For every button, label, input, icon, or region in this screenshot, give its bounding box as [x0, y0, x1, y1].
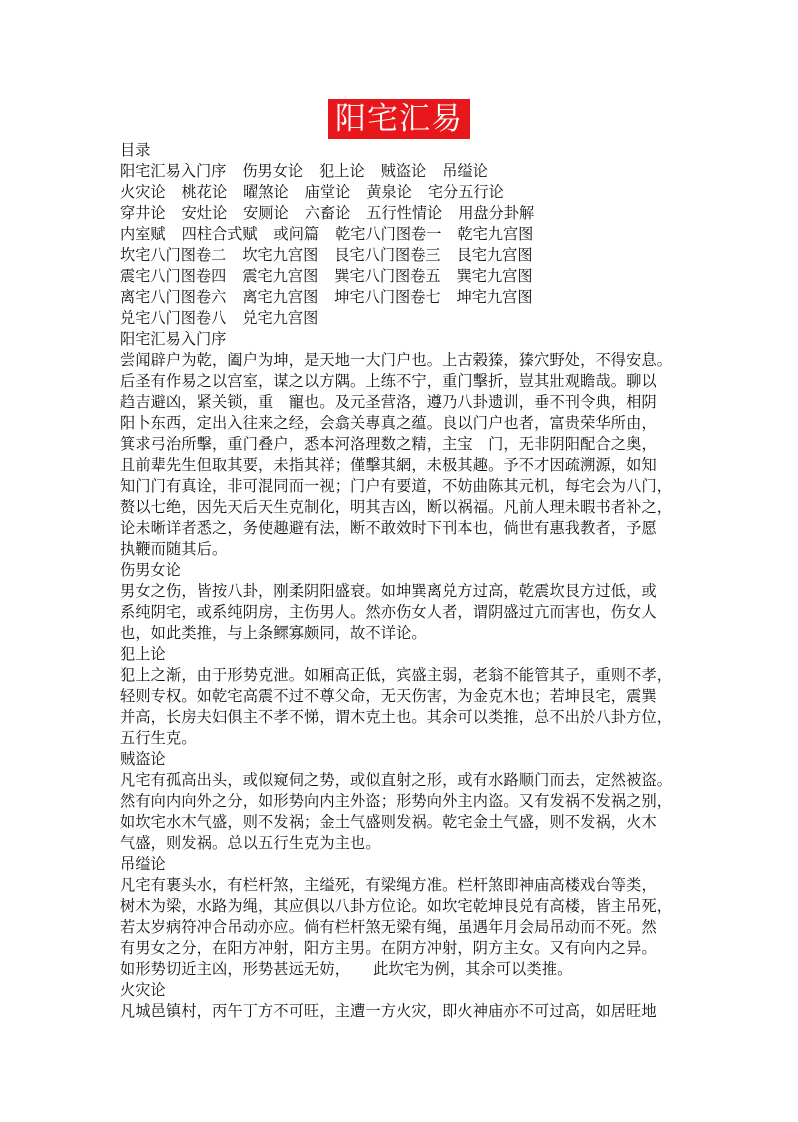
toc-item: 安灶论	[181, 204, 228, 222]
toc-row	[120, 287, 678, 308]
text-line: 轻则专权。如乾宅高震不过不尊父命，无天伤害，为金克木也；若坤艮宅，震巽	[120, 687, 657, 705]
toc-item: 穿井论	[120, 204, 166, 222]
section-paragraph	[120, 350, 678, 560]
text-line: 有男女之分，在阳方冲射，阳方主男。在阴方冲射，阴方主女。又有向内之异。	[120, 939, 657, 957]
text-line: 凡城邑镇村，丙午丁方不可旺，主遭一方火灾，即火神庙亦不可过高，如居旺地	[120, 1002, 657, 1020]
toc-item: 五行性情论	[366, 204, 443, 222]
text-line: 且前辈先生但取其要，未指其祥；僅擊其網，未极其趣。予不才因疏溯源，如知	[120, 456, 657, 474]
toc-row	[120, 161, 678, 182]
text-line: 凡宅有裹头水，有栏杆煞，主缢死，有梁绳方准。栏杆煞即神庙高楼戏台等类，	[120, 876, 657, 894]
toc-item: 用盘分卦解	[458, 204, 535, 222]
document-title: 阳宅汇易	[328, 99, 470, 139]
toc-item: 桃花论	[181, 183, 228, 201]
text-line: 如坎宅水木气盛，则不发祸；金土气盛则发祸。乾宅金土气盛，则不发祸，火木	[120, 813, 657, 831]
text-line: 系纯阴宅，或系纯阴房，主伤男人。然亦伤女人者，谓阴盛过亢而害也，伤女人	[120, 603, 657, 621]
section-heading: 贼盗论	[120, 750, 166, 768]
text-line: 男女之伤，皆按八卦，刚柔阴阳盛衰。如坤巽离兑方过高，乾震坎艮方过低，或	[120, 582, 657, 600]
toc-item: 宅分五行论	[427, 183, 504, 201]
toc-item: 离宅八门图卷六	[120, 288, 227, 306]
toc-item: 震宅九宫图	[242, 267, 319, 285]
toc-item: 或问篇	[273, 225, 320, 243]
toc-item: 巽宅九宫图	[456, 267, 533, 285]
section-paragraph	[120, 1001, 678, 1022]
toc-row	[120, 308, 678, 329]
toc-item: 吊缢论	[442, 162, 488, 180]
toc-item: 巽宅八门图卷五	[334, 267, 441, 285]
toc-item: 伤男女论	[242, 162, 304, 180]
table-of-contents	[120, 161, 678, 329]
toc-row	[120, 182, 678, 203]
toc-item: 坎宅八门图卷二	[120, 246, 227, 264]
text-line: 树木为梁，水路为绳，其应俱以八卦方位论。如坎宅乾坤艮兑有高楼，皆主吊死，	[120, 897, 673, 915]
text-line: 赘以七绝，因先天后天生克制化，明其吉凶，断以祸福。凡前人理未暇书者补之，	[120, 498, 673, 516]
toc-item: 安厕论	[243, 204, 289, 222]
toc-item: 六畜论	[304, 204, 351, 222]
toc-item: 黄泉论	[366, 183, 412, 201]
document-body	[120, 140, 678, 1022]
toc-row	[120, 224, 678, 245]
section-heading: 火灾论	[120, 981, 166, 999]
section-paragraph	[120, 665, 678, 749]
toc-item: 四柱合式赋	[181, 225, 258, 243]
text-line: 论未晰详者悉之，务使趣避有法，断不敢效时下刊本也，倘世有惠我教者，予愿	[120, 519, 657, 537]
section-heading: 阳宅汇易入门序	[120, 330, 227, 348]
text-line: 凡宅有孤高出头，或似窥伺之势，或似直射之形，或有水路顺门而去，定然被盗。	[120, 771, 673, 789]
text-line: 后圣有作易之以宫室，谋之以方隅。上练不宁，重门擊折，豈其壯观瞻哉。聊以	[120, 372, 657, 390]
toc-row	[120, 245, 678, 266]
text-line: 箕求弓治所擊，重门叠户，悉本河洛理数之精，主宝 门，无非阴阳配合之奥，	[120, 435, 657, 453]
toc-row	[120, 203, 678, 224]
toc-item: 贼盗论	[380, 162, 427, 180]
toc-item: 坤宅八门图卷七	[334, 288, 441, 306]
toc-item: 阳宅汇易入门序	[120, 162, 227, 180]
text-line: 尝闻辟户为乾，阖户为坤，是天地一大门户也。上古榖獉，獉穴野处，不得安息。	[120, 351, 673, 369]
toc-heading: 目录	[120, 141, 151, 159]
text-line: 犯上之渐，由于形势克泄。如厢高正低，宾盛主弱，老翁不能管其子，重则不孝，	[120, 666, 673, 684]
text-line: 然有向内向外之分，如形势向内主外盗；形势向外主内盗。又有发祸不发祸之别，	[120, 792, 673, 810]
toc-item: 离宅九宫图	[242, 288, 319, 306]
text-line: 若太岁病符冲合吊动亦应。倘有栏杆煞无梁有绳，虽遇年月会局吊动而不死。然	[120, 918, 657, 936]
toc-item: 曜煞论	[243, 183, 289, 201]
text-line: 五行生克。	[120, 729, 197, 747]
toc-item: 内室赋	[120, 225, 166, 243]
section-heading: 伤男女论	[120, 561, 181, 579]
title-block	[0, 99, 798, 139]
toc-item: 坎宅九宫图	[242, 246, 319, 264]
section-heading: 吊缢论	[120, 855, 166, 873]
section-paragraph	[120, 770, 678, 854]
section-paragraph	[120, 581, 678, 644]
text-line: 也，如此类推，与上条鳏寡颇同，故不详论。	[120, 624, 427, 642]
toc-item: 乾宅八门图卷一	[335, 225, 442, 243]
sections	[120, 329, 678, 1022]
toc-item: 庙堂论	[304, 183, 351, 201]
text-line: 如形势切近主凶，形势甚远无妨， 此坎宅为例，其余可以类推。	[120, 960, 573, 978]
section-paragraph	[120, 875, 678, 980]
text-line: 并高，长房夫妇俱主不孝不悌，谓木克土也。其余可以类推，总不出於八卦方位，	[120, 708, 673, 726]
toc-item: 兑宅八门图卷八	[120, 309, 227, 327]
toc-item: 艮宅八门图卷三	[334, 246, 441, 264]
toc-item: 艮宅九宫图	[456, 246, 533, 264]
toc-item: 犯上论	[319, 162, 365, 180]
text-line: 知门门有真诠，非可混同而一视；门户有要道，不妨曲陈其元机，每宅会为八门，	[120, 477, 673, 495]
text-line: 阳卜东西，定出入往来之经，会翕关專真之蕴。良以门户也者，富贵荣华所由，	[120, 414, 657, 432]
toc-item: 火灾论	[120, 183, 166, 201]
text-line: 气盛，则发祸。总以五行生克为主也。	[120, 834, 381, 852]
text-line: 趋吉避凶，紧关锁，重 寵也。及元圣营洛，遵乃八卦遗训，垂不刊令典，相阴	[120, 393, 657, 411]
text-line: 执鞭而随其后。	[120, 540, 228, 558]
toc-item: 乾宅九宫图	[457, 225, 534, 243]
toc-row	[120, 266, 678, 287]
section-heading: 犯上论	[120, 645, 166, 663]
toc-item: 兑宅九宫图	[242, 309, 319, 327]
toc-item: 坤宅九宫图	[456, 288, 533, 306]
toc-item: 震宅八门图卷四	[120, 267, 227, 285]
